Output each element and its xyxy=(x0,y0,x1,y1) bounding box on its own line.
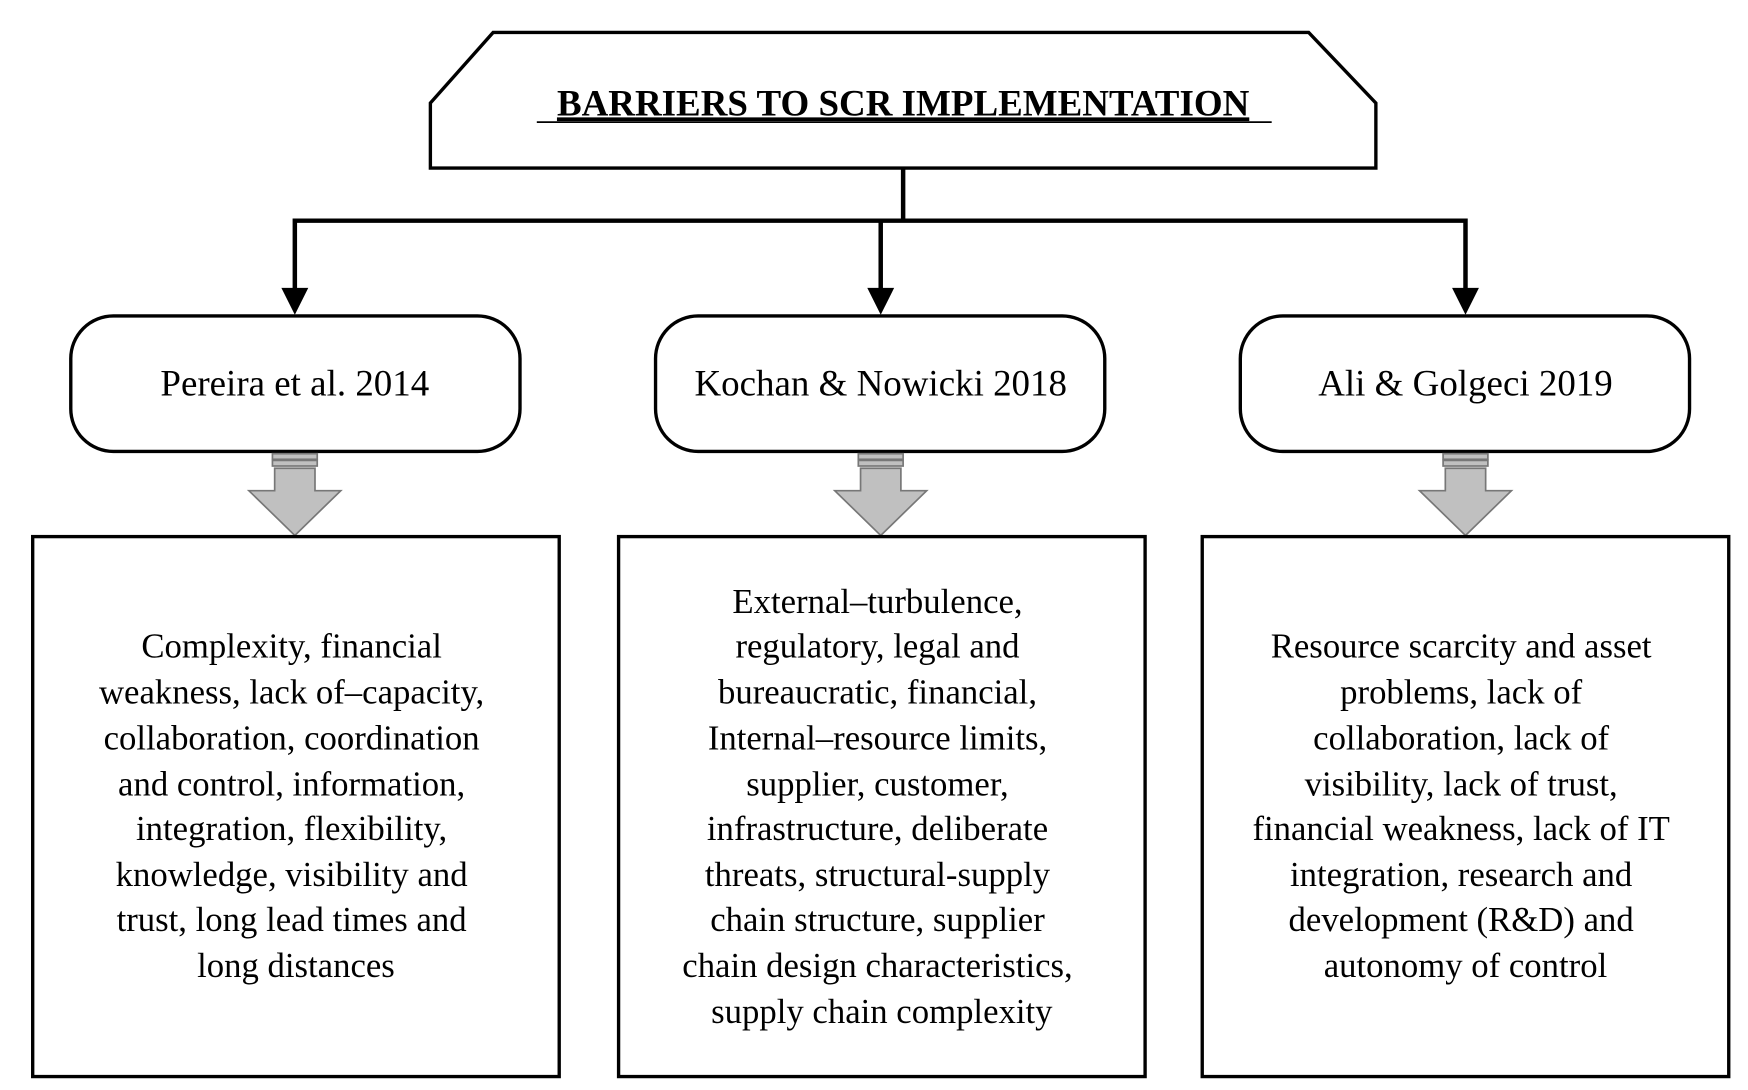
text-line: Complexity, financial xyxy=(141,626,442,666)
text-line: integration, flexibility, xyxy=(136,809,448,849)
text-line: infrastructure, deliberate xyxy=(706,809,1049,849)
text-line: visibility, lack of trust, xyxy=(1304,764,1618,804)
block-arrow-icon xyxy=(249,454,341,536)
text-line: financial weakness, lack of IT xyxy=(1252,809,1670,849)
text-line: collaboration, coordination xyxy=(103,718,480,758)
text-line: problems, lack of xyxy=(1340,672,1583,712)
text-line: knowledge, visibility and xyxy=(115,855,468,895)
block-arrow-icon xyxy=(835,454,927,536)
source-label: Kochan & Nowicki 2018 xyxy=(694,362,1067,404)
text-line: External–turbulence, xyxy=(732,581,1023,621)
column-ali xyxy=(1202,316,1729,1077)
text-line: development (R&D) and xyxy=(1288,899,1634,939)
text-line: Internal–resource limits, xyxy=(707,718,1048,758)
source-label: Pereira et al. 2014 xyxy=(160,362,430,404)
text-line: threats, structural-supply xyxy=(704,855,1051,895)
text-line: supply chain complexity xyxy=(711,991,1053,1031)
text-line: autonomy of control xyxy=(1323,945,1608,985)
arrowheads xyxy=(281,288,1479,315)
diagram-title: BARRIERS TO SCR IMPLEMENTATION xyxy=(556,82,1250,124)
title-box xyxy=(430,32,1375,168)
text-line: and control, information, xyxy=(118,764,466,804)
text-line: collaboration, lack of xyxy=(1313,718,1610,758)
column-pereira xyxy=(33,316,560,1077)
text-line: chain design characteristics, xyxy=(682,945,1073,985)
text-line: regulatory, legal and xyxy=(735,626,1020,666)
text-line: long distances xyxy=(197,945,395,985)
text-line: weakness, lack of–capacity, xyxy=(98,672,485,712)
block-arrow-icon xyxy=(1420,454,1512,536)
text-line: chain structure, supplier xyxy=(710,899,1045,939)
barrier-box xyxy=(33,537,560,1077)
text-line: bureaucratic, financial, xyxy=(717,672,1038,712)
connector-arrows xyxy=(295,168,1466,293)
text-line: trust, long lead times and xyxy=(116,899,467,939)
text-line: supplier, customer, xyxy=(746,764,1009,804)
text-line: integration, research and xyxy=(1290,855,1633,895)
text-line: Resource scarcity and asset xyxy=(1270,626,1652,666)
barrier-box xyxy=(1202,537,1729,1077)
column-kochan xyxy=(619,316,1146,1077)
source-label: Ali & Golgeci 2019 xyxy=(1318,362,1613,404)
